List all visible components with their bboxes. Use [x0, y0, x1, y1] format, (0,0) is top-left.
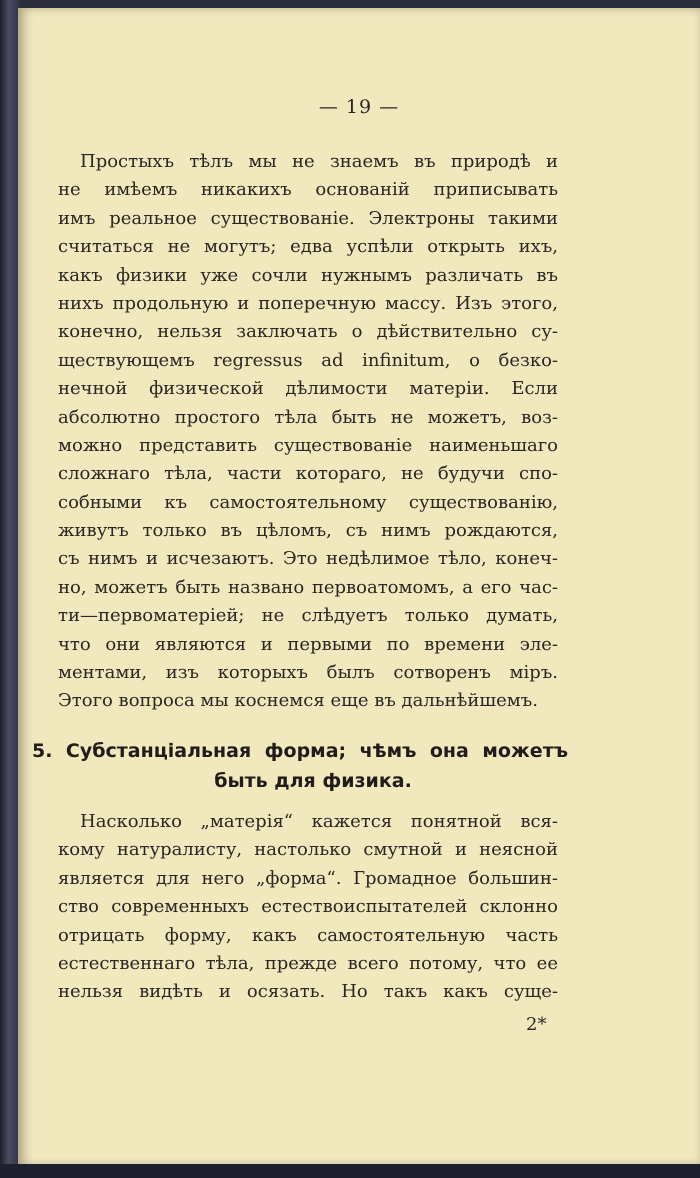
section-heading — [28, 736, 568, 796]
text-line: живутъ только въ цѣломъ, съ нимъ рождаются, — [58, 520, 558, 542]
text-line: Насколько „матерія“ кажется понятной вся- — [80, 811, 558, 832]
text-line: ментами, изъ которыхъ былъ сотворенъ міръ. — [58, 662, 558, 684]
text-line: что они являются и первыми по времени эле- — [58, 633, 558, 655]
text-line: какъ физики уже сочли нужнымъ различать въ — [58, 264, 558, 286]
text-line: Простыхъ тѣлъ мы не знаемъ въ природѣ и — [80, 151, 558, 172]
text-line: собными къ самостоятельному существованію, — [58, 491, 558, 513]
text-line: считаться не могутъ; едва успѣли открыть ихъ, — [58, 236, 558, 258]
text-line: ществующемъ regressus ad infinitum, о безко- — [58, 349, 558, 371]
text-line: нихъ продольную и поперечную массу. Изъ этого, — [58, 292, 558, 314]
text-line: можно представить существованіе наименьшаго — [58, 434, 558, 456]
text-line: имъ реальное существованіе. Электроны такими — [58, 207, 558, 229]
scan-bottom-edge — [0, 1164, 700, 1178]
paragraph-2 — [58, 808, 558, 1007]
text-line: нельзя видѣть и осязать. Но такъ какъ суще- — [58, 981, 558, 1003]
book-page — [18, 8, 700, 1168]
printer-signature-mark: 2* — [526, 1014, 547, 1035]
text-line: съ нимъ и исчезаютъ. Это недѣлимое тѣло, конеч- — [58, 548, 558, 570]
text-line: сложнаго тѣла, части котораго, не будучи спо- — [58, 463, 558, 485]
text-line: но, можетъ быть названо первоатомомъ, а его час- — [58, 576, 558, 598]
text-line: является для него „форма“. Громадное большин- — [58, 867, 558, 889]
text-line: ти—первоматеріей; не слѣдуетъ только думать, — [58, 605, 558, 627]
section-heading-line-2: быть для физика. — [214, 770, 412, 792]
text-line: абсолютно простого тѣла быть не можетъ, воз- — [58, 406, 558, 428]
text-line: отрицать форму, какъ самостоятельную часть — [58, 924, 558, 946]
text-line: не имѣемъ никакихъ основаній приписывать — [58, 179, 558, 201]
text-line: нечной физической дѣлимости матеріи. Если — [58, 378, 558, 400]
paragraph-1 — [58, 148, 558, 716]
text-line: Этого вопроса мы коснемся еще въ дальнѣйшемъ. — [58, 690, 538, 712]
page-number: — 19 — — [318, 96, 400, 118]
text-line: кому натуралисту, настолько смутной и неясной — [58, 839, 558, 861]
text-line: ство современныхъ естествоиспытателей склонно — [58, 896, 558, 918]
section-heading-line-1: 5. Субстанціальная форма; чѣмъ она можетъ — [32, 740, 568, 762]
text-line: естественнаго тѣла, прежде всего потому, что ее — [58, 952, 558, 974]
text-line: конечно, нельзя заключать о дѣйствительно су- — [58, 321, 558, 343]
